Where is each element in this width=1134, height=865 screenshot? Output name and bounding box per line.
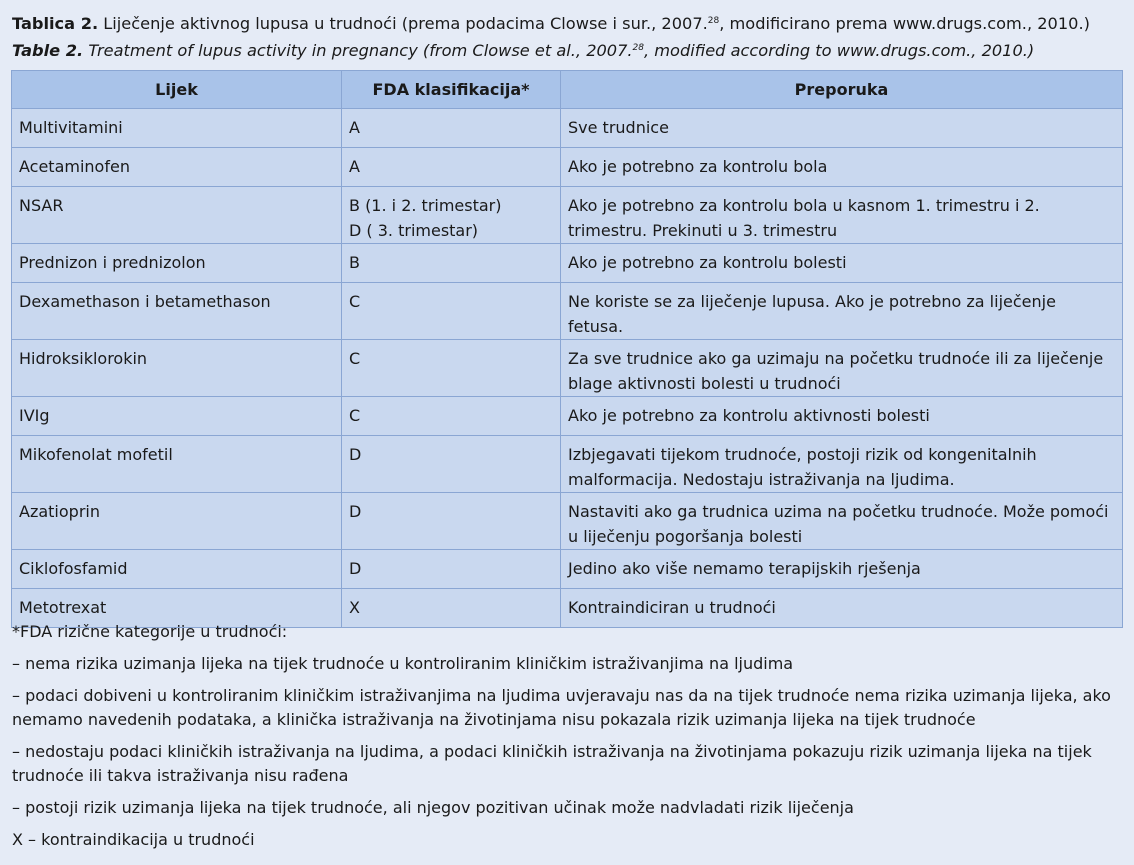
table-row: [12, 187, 1123, 244]
table-row: [12, 148, 1123, 187]
table-row: [12, 550, 1123, 589]
cell-fda: C: [342, 397, 561, 436]
cell-fda: D: [342, 436, 561, 493]
cell-recommendation: Ako je potrebno za kontrolu aktivnosti bolesti: [561, 397, 1123, 436]
footnotes: [12, 620, 1127, 852]
cell-recommendation: Ako je potrebno za kontrolu bolesti: [561, 244, 1123, 283]
table-header-row: [12, 71, 1123, 109]
table-row: [12, 283, 1123, 340]
caption-text-hr-end: , modificirano prema www.drugs.com., 2010.): [719, 14, 1090, 33]
caption-label-hr: Tablica 2.: [12, 14, 99, 33]
cell-fda: B (1. i 2. trimestar) D ( 3. trimestar): [342, 187, 561, 244]
footnote-item: – podaci dobiveni u kontroliranim kliničkim istraživanjima na ljudima uvjeravaju nas da na tijek trudnoće nema rizika uzimanja lijeka, ako nemamo navedenih podataka, a klinička istraživanja na životinjama nisu pokazala rizik uzimanja lijeka na tijek trudnoće: [12, 686, 1111, 729]
cell-drug: Azatioprin: [12, 493, 342, 550]
cell-fda: B: [342, 244, 561, 283]
table-row: [12, 109, 1123, 148]
cell-fda: X: [342, 589, 561, 628]
caption-label-en: Table 2.: [12, 41, 84, 60]
cell-drug: Dexamethason i betamethason: [12, 283, 342, 340]
table-caption: [12, 10, 1122, 64]
treatment-table: [11, 70, 1123, 628]
table-row: [12, 397, 1123, 436]
cell-drug: Mikofenolat mofetil: [12, 436, 342, 493]
caption-text-hr: Liječenje aktivnog lupusa u trudnoći (prema podacima Clowse i sur., 2007.: [98, 14, 708, 33]
footnote-item: – nema rizika uzimanja lijeka na tijek trudnoće u kontroliranim kliničkim istraživanjima na ljudima: [12, 654, 794, 673]
cell-drug: Hidroksiklorokin: [12, 340, 342, 397]
caption-text-en: Treatment of lupus activity in pregnancy (from Clowse et al., 2007.: [83, 41, 633, 60]
cell-drug: Acetaminofen: [12, 148, 342, 187]
caption-text-en-end: , modified according to www.drugs.com., 2010.): [644, 41, 1035, 60]
cell-fda: C: [342, 340, 561, 397]
cell-recommendation: Sve trudnice: [561, 109, 1123, 148]
header-fda-class: FDA klasifikacija*: [342, 71, 561, 109]
table-row: [12, 436, 1123, 493]
caption-croatian: [12, 10, 1122, 37]
footnote-item: X – kontraindikacija u trudnoći: [12, 830, 255, 849]
cell-fda: D: [342, 550, 561, 589]
footnote-item: – nedostaju podaci kliničkih istraživanja na ljudima, a podaci kliničkih istraživanja na životinjama pokazuju rizik uzimanja lijeka na tijek trudnoće ili takva istraživanja nisu rađena: [12, 742, 1092, 785]
table-row: [12, 244, 1123, 283]
cell-fda: A: [342, 109, 561, 148]
table-row: [12, 493, 1123, 550]
cell-recommendation: Ne koriste se za liječenje lupusa. Ako je potrebno za liječenje fetusa.: [561, 283, 1123, 340]
cell-recommendation: Izbjegavati tijekom trudnoće, postoji rizik od kongenitalnih malformacija. Nedostaju istraživanja na ljudima.: [561, 436, 1123, 493]
caption-ref-en: 28: [632, 43, 644, 53]
caption-english: [12, 37, 1122, 64]
cell-drug: IVIg: [12, 397, 342, 436]
cell-recommendation: Ako je potrebno za kontrolu bola u kasnom 1. trimestru i 2. trimestru. Prekinuti u 3. trimestru: [561, 187, 1123, 244]
cell-recommendation: Za sve trudnice ako ga uzimaju na početku trudnoće ili za liječenje blage aktivnosti bolesti u trudnoći: [561, 340, 1123, 397]
cell-drug: Prednizon i prednizolon: [12, 244, 342, 283]
header-drug: Lijek: [12, 71, 342, 109]
cell-recommendation: Kontraindiciran u trudnoći: [561, 589, 1123, 628]
cell-fda: A: [342, 148, 561, 187]
cell-drug: NSAR: [12, 187, 342, 244]
table-row: [12, 340, 1123, 397]
cell-drug: Metotrexat: [12, 589, 342, 628]
footnote-item: – postoji rizik uzimanja lijeka na tijek trudnoće, ali njegov pozitivan učinak može nadvladati rizik liječenja: [12, 798, 854, 817]
cell-recommendation: Jedino ako više nemamo terapijskih rješenja: [561, 550, 1123, 589]
cell-recommendation: Nastaviti ako ga trudnica uzima na početku trudnoće. Može pomoći u liječenju pogoršanja bolesti: [561, 493, 1123, 550]
cell-drug: Ciklofosfamid: [12, 550, 342, 589]
cell-recommendation: Ako je potrebno za kontrolu bola: [561, 148, 1123, 187]
header-recommendation: Preporuka: [561, 71, 1123, 109]
cell-fda: C: [342, 283, 561, 340]
footnote-heading: *FDA rizične kategorije u trudnoći:: [12, 622, 288, 641]
cell-fda: D: [342, 493, 561, 550]
cell-drug: Multivitamini: [12, 109, 342, 148]
caption-ref-hr: 28: [707, 16, 720, 26]
